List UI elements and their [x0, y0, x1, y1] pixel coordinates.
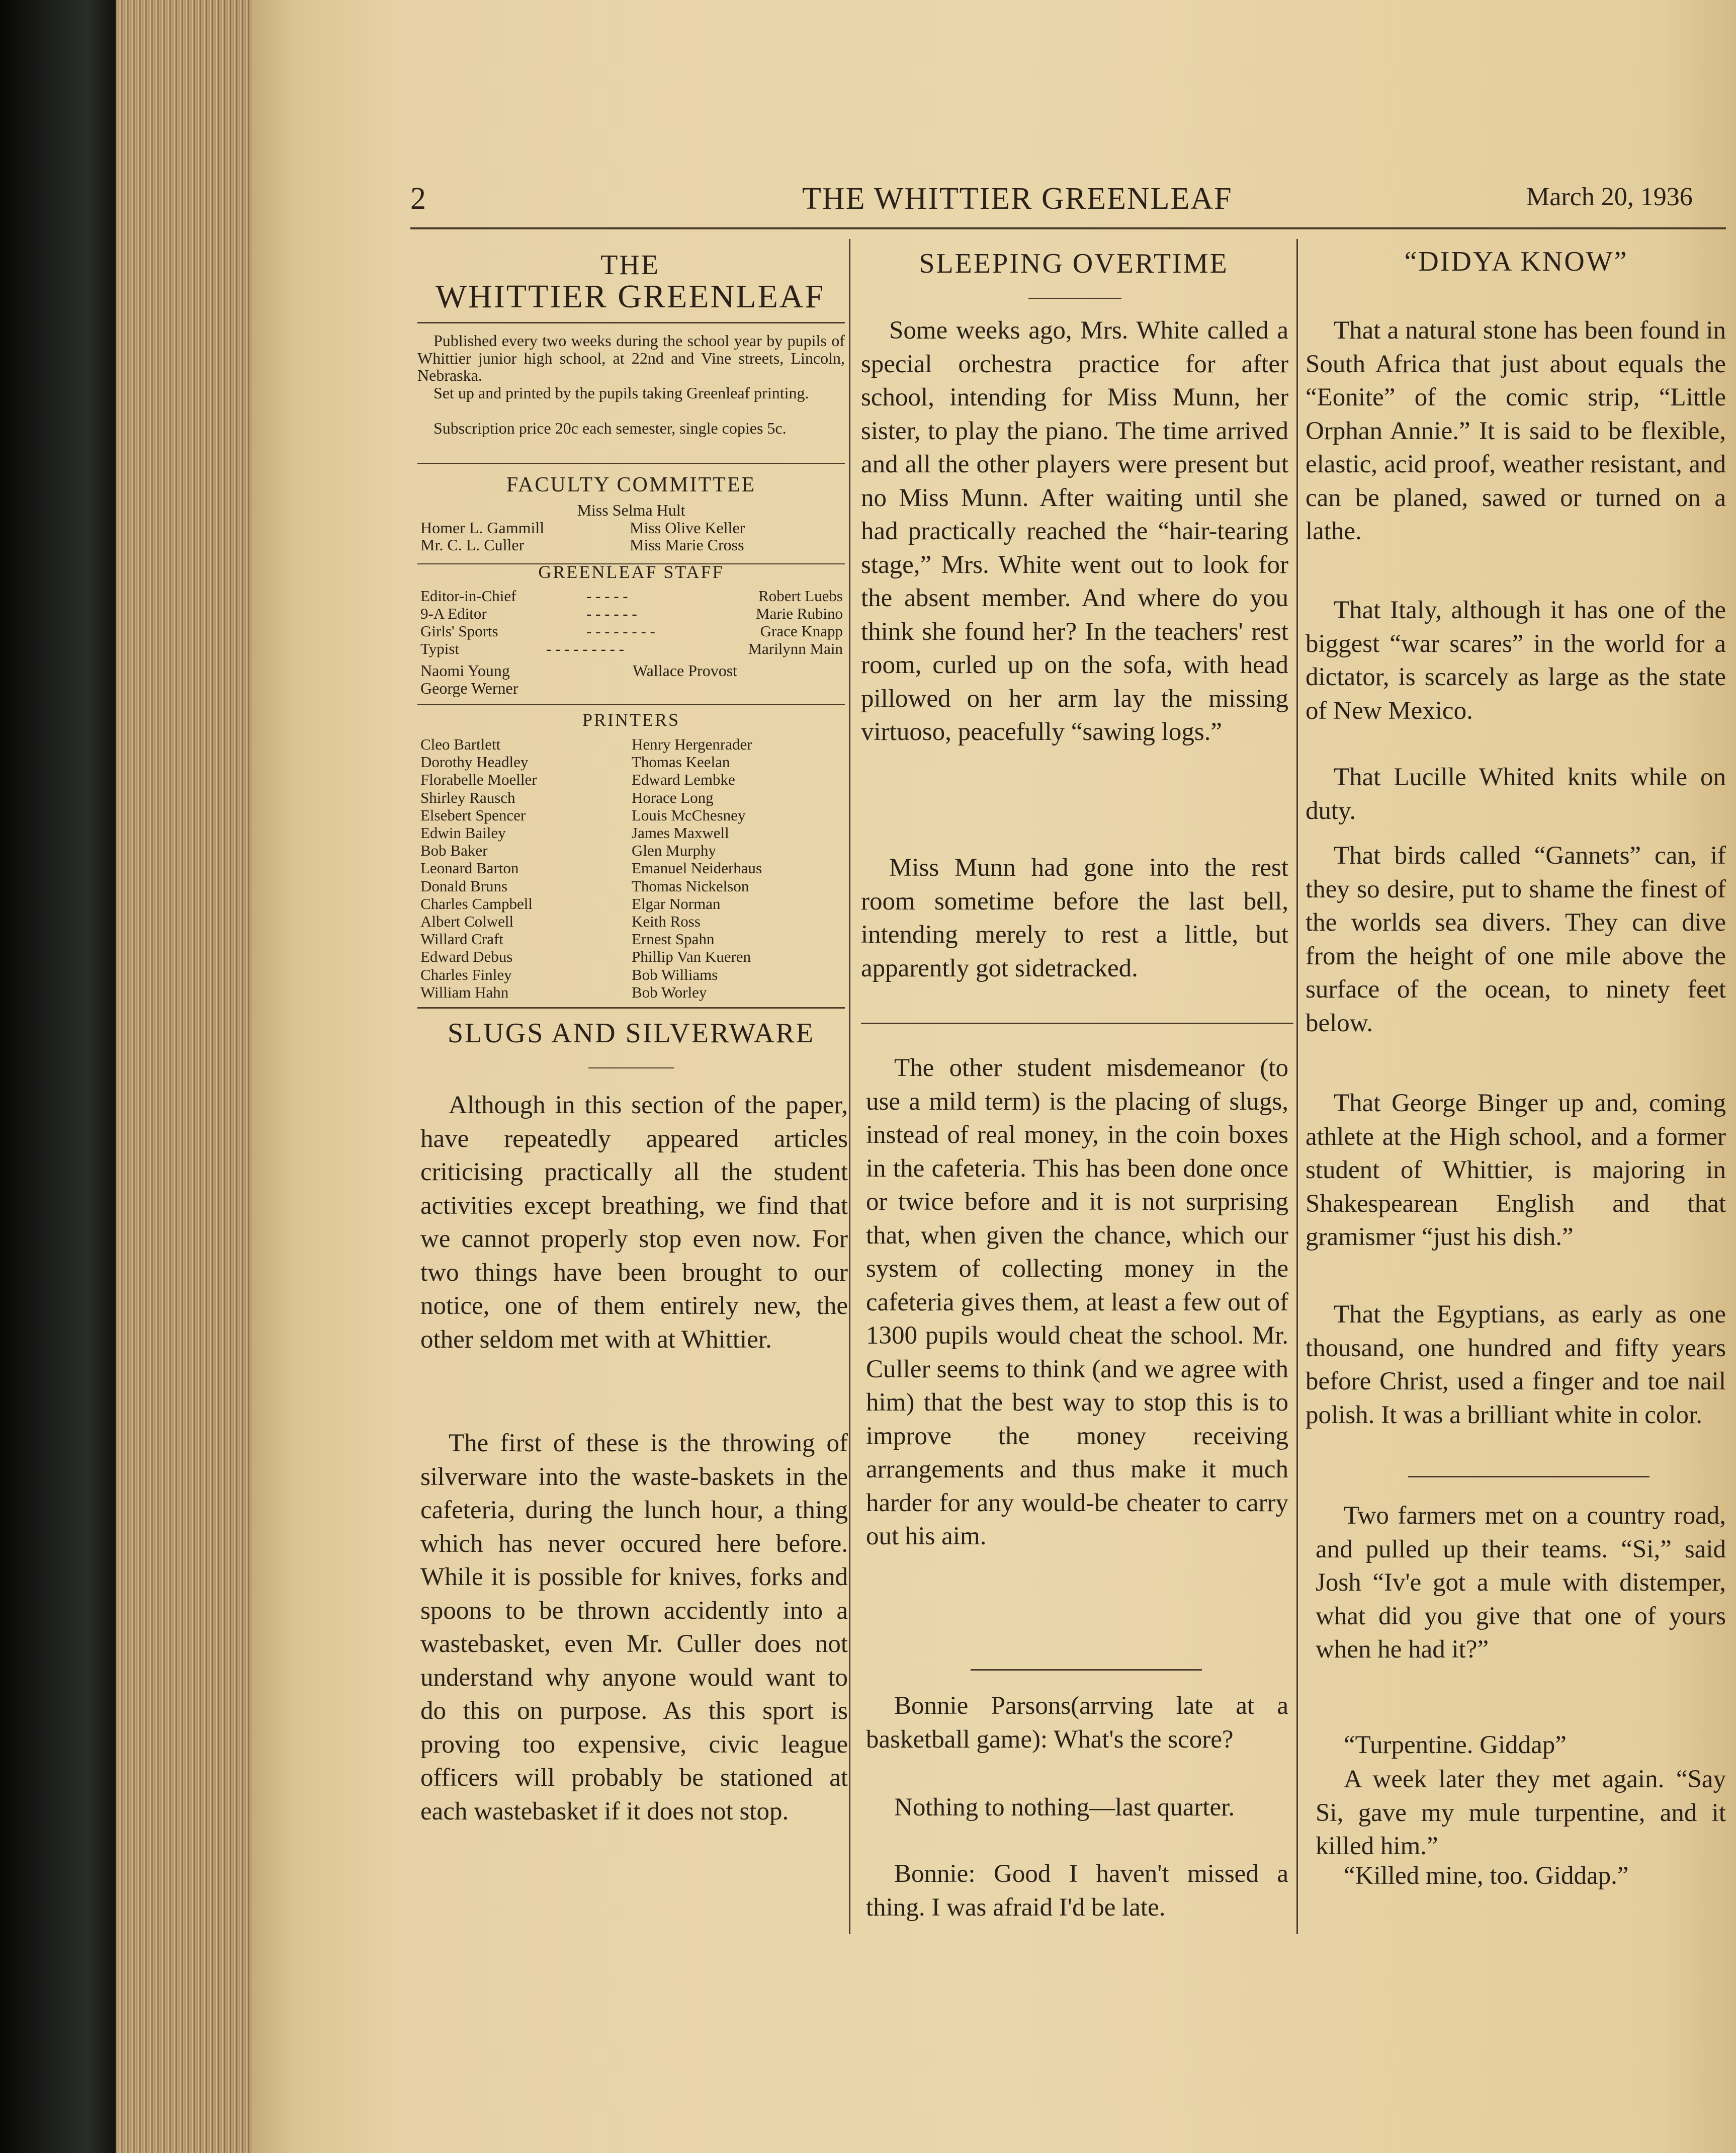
- didya-item-1: That a natural stone has been found in South Africa that just about equals the “Eonite” of the comic strip, “Little Orphan Annie.” It is said to be flexible, elastic, acid proof, weather resistant, and can be planed, sawed or turned on a lathe.: [1306, 316, 1726, 545]
- printer-name: Phillip Van Kueren: [632, 948, 751, 966]
- bonnie-paragraph-1: Bonnie Parsons(arrving late at a basketball game): What's the score?: [866, 1692, 1288, 1754]
- rule-faculty: [417, 463, 845, 464]
- sleeping-title-rule: [1028, 298, 1121, 299]
- printer-name: Horace Long: [632, 788, 714, 806]
- column-rule-2: [1296, 239, 1298, 1934]
- printer-name: Henry Hergenrader: [632, 735, 752, 753]
- column-rule-1: [849, 239, 850, 1934]
- paper-title: THE WHITTIER GREENLEAF: [802, 182, 1233, 216]
- rule-farmers: [1408, 1476, 1650, 1477]
- masthead-setup: Set up and printed by the pupils taking Greenleaf printing.: [433, 384, 809, 402]
- staff-name: Marie Rubino: [755, 605, 843, 622]
- staff-row-1: [420, 588, 843, 605]
- printer-name: Leonard Barton: [420, 859, 519, 877]
- printer-name: Willard Craft: [420, 930, 503, 948]
- faculty-right-1: Miss Olive Keller: [630, 519, 745, 537]
- newspaper-page: [251, 0, 1736, 2153]
- printer-name: Bob Worley: [632, 983, 707, 1001]
- staff-name: Marilynn Main: [748, 640, 843, 657]
- didya-item-3: That Lucille Whited knits while on duty.: [1306, 763, 1726, 825]
- masthead-subscription: Subscription price 20c each semester, single copies 5c.: [433, 419, 787, 437]
- page-edges: [116, 0, 262, 2153]
- book-binding: [0, 0, 116, 2153]
- slugs-paragraph-2: The first of these is the throwing of silverware into the waste-baskets in the cafeteria, during the lunch hour, a thing which has never occured here before. While it is possible for knives, forks and spoons to be thrown accidently into a wastebasket, even Mr. Culler does not understand why anyone would want to do this on purpose. As this sport is proving too expensive, civic league officers will probably be stationed at each wastebasket if it does not stop.: [420, 1429, 848, 1826]
- faculty-heading: FACULTY COMMITTEE: [506, 473, 756, 496]
- printer-name: Elsebert Spencer: [420, 806, 526, 824]
- didya-item-4: That birds called “Gannets” can, if they so desire, put to shame the finest of the worlds sea divers. They can dive from the height of one mile above the surface of the ocean, to ninety feet below.: [1306, 842, 1726, 1037]
- printer-name: Edward Lembke: [632, 771, 735, 789]
- staff-role: Editor-in-Chief: [420, 587, 516, 605]
- staff-role: 9-A Editor: [420, 605, 487, 622]
- masthead-published: Published every two weeks during the school year by pupils of Whittier junior high school, at 22nd and Vine streets, Lincoln, Nebraska.: [417, 332, 845, 384]
- farmers-paragraph-4: “Killed mine, too. Giddap.”: [1344, 1862, 1629, 1890]
- didya-item-2: That Italy, although it has one of the biggest “war scares” in the world for a dictator, is scarcely as large as the state of New Mexico.: [1306, 596, 1726, 725]
- staff-role: Typist: [420, 640, 460, 657]
- rule-printers: [417, 704, 845, 705]
- printers-left-list: [420, 735, 537, 1001]
- slugs-title-rule: [588, 1067, 674, 1068]
- printer-name: Charles Campbell: [420, 894, 533, 913]
- issue-date: March 20, 1936: [1526, 183, 1693, 211]
- staff-name: Grace Knapp: [760, 622, 843, 640]
- printer-name: Ernest Spahn: [632, 930, 715, 948]
- printer-name: Edward Debus: [420, 948, 513, 966]
- slugs-title: SLUGS AND SILVERWARE: [447, 1018, 815, 1049]
- printer-name: Shirley Rausch: [420, 788, 515, 806]
- sleeping-paragraph-2: Miss Munn had gone into the rest room sometime before the last bell, intending merely to rest a little, but apparently got sidetracked.: [861, 854, 1288, 982]
- printer-name: Charles Finley: [420, 965, 512, 983]
- staff-dots: - - - - - - - -: [586, 622, 655, 640]
- printer-name: William Hahn: [420, 983, 509, 1001]
- printers-heading: PRINTERS: [582, 710, 680, 730]
- bonnie-paragraph-3: Bonnie: Good I haven't missed a thing. I was afraid I'd be late.: [866, 1860, 1288, 1922]
- page-number: 2: [410, 182, 427, 216]
- printer-name: Glen Murphy: [632, 842, 716, 860]
- staff-other-left-2: George Werner: [420, 679, 518, 697]
- printer-name: Keith Ross: [632, 913, 701, 931]
- staff-name: Robert Luebs: [758, 587, 843, 605]
- rule-slugs: [417, 1007, 845, 1009]
- staff-row-2: [420, 605, 843, 623]
- slugs-paragraph-1: Although in this section of the paper, have repeatedly appeared articles criticising practically all the student activities except breathing, we find that we cannot properly stop even now. For two things have been brought to our notice, one of them entirely new, the other seldom met with at Whittier.: [420, 1091, 848, 1354]
- printer-name: Donald Bruns: [420, 877, 508, 895]
- staff-dots: - - - - -: [586, 587, 628, 605]
- staff-dots: - - - - - - - - -: [546, 640, 624, 657]
- staff-other-left-1: Naomi Young: [420, 661, 510, 680]
- printer-name: Florabelle Moeller: [420, 771, 537, 789]
- printer-name: Louis McChesney: [632, 806, 746, 824]
- staff-role: Girls' Sports: [420, 622, 498, 640]
- masthead-rule: [417, 322, 845, 323]
- printer-name: Albert Colwell: [420, 913, 514, 931]
- printer-name: James Maxwell: [632, 824, 729, 842]
- didya-item-5: That George Binger up and, coming athlete at the High school, and a former student of Whittier, is majoring in Shakespearean English and that gramismer “just his dish.”: [1306, 1089, 1726, 1251]
- didya-item-6: That the Egyptians, as early as one thousand, one hundred and fifty years before Christ, used a finger and toe nail polish. It was a brilliant white in color.: [1306, 1300, 1726, 1429]
- sleeping-paragraph-1: Some weeks ago, Mrs. White called a special orchestra practice for after school, intending for Miss Munn, her sister, to play the piano. The time arrived and all the other players were present but no Miss Munn. After waiting until she had practically reached the “hair-tearing stage,” Mrs. White went out to look for the absent member. And where do you think she found her? In the teachers' rest room, curled up on the sofa, with head pillowed on her arm lay the missing virtuoso, peacefully “sawing logs.”: [861, 316, 1288, 746]
- farmers-paragraph-3: A week later they met again. “Say Si, gave my mule turpentine, and it killed him.”: [1316, 1765, 1726, 1860]
- printer-name: Bob Baker: [420, 842, 488, 860]
- staff-row-4: [420, 640, 843, 658]
- printer-name: Dorothy Headley: [420, 753, 529, 771]
- bonnie-paragraph-2: Nothing to nothing—last quarter.: [894, 1793, 1235, 1821]
- staff-other-right-1: Wallace Provost: [633, 661, 738, 680]
- farmers-paragraph-2: “Turpentine. Giddap”: [1344, 1731, 1567, 1759]
- printer-name: Cleo Bartlett: [420, 735, 501, 753]
- printer-name: Edwin Bailey: [420, 824, 506, 842]
- header-rule: [410, 227, 1726, 229]
- printer-name: Elgar Norman: [632, 894, 721, 913]
- didya-title: “DIDYA KNOW”: [1404, 246, 1628, 277]
- faculty-left-2: Mr. C. L. Culler: [420, 536, 525, 554]
- faculty-chair: Miss Selma Hult: [577, 501, 685, 519]
- masthead-title: WHITTIER GREENLEAF: [435, 278, 825, 315]
- printer-name: Bob Williams: [632, 965, 718, 983]
- faculty-left-1: Homer L. Gammill: [420, 519, 545, 537]
- printer-name: Thomas Nickelson: [632, 877, 749, 895]
- staff-row-3: [420, 623, 843, 640]
- rule-misdemeanor: [861, 1023, 1293, 1024]
- masthead-the: THE: [600, 250, 660, 281]
- staff-dots: - - - - - -: [586, 605, 637, 622]
- farmers-paragraph-1: Two farmers met on a country road, and pulled up their teams. “Si,” said Josh “Iv'e got a mule with distemper, what did you give that one of yours when he had it?”: [1316, 1502, 1726, 1664]
- misdemeanor-paragraph: The other student misdemeanor (to use a mild term) is the placing of slugs, instead of real money, in the coin boxes in the cafeteria. This has been done once or twice before and it is not surprising that, when given the chance, which our system of collecting money in the cafeteria gives them, at least a few out of 1300 pupils would cheat the school. Mr. Culler seems to think (and we agree with him) that the best way to stop this is to improve the money receiving arrangements and thus make it much harder for any would-be cheater to carry out his aim.: [866, 1054, 1288, 1550]
- sleeping-title: SLEEPING OVERTIME: [919, 248, 1229, 279]
- printers-right-list: [632, 735, 762, 1001]
- printer-name: Thomas Keelan: [632, 753, 730, 771]
- staff-heading: GREENLEAF STAFF: [538, 562, 724, 582]
- faculty-right-2: Miss Marie Cross: [630, 536, 744, 554]
- rule-bonnie: [971, 1669, 1202, 1671]
- printer-name: Emanuel Neiderhaus: [632, 859, 762, 877]
